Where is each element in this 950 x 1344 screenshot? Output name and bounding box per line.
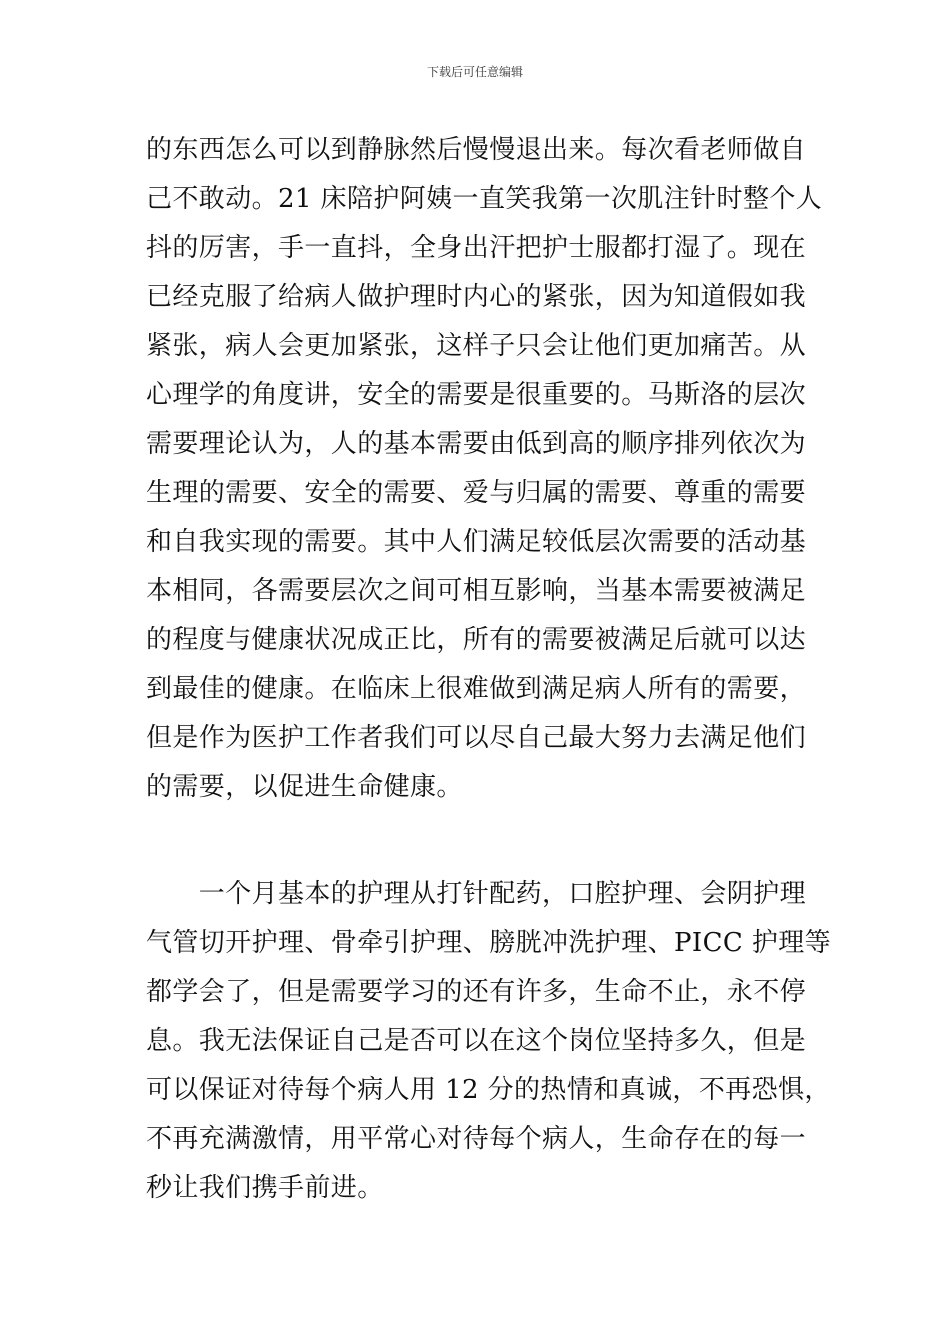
text-line: 都学会了，但是需要学习的还有许多，生命不止，永不停 [146,977,807,1007]
page-header: 下载后可任意编辑 [426,65,523,79]
text-line: 的东西怎么可以到静脉然后慢慢退出来。每次看老师做自 [146,135,807,165]
text-line: 和自我实现的需要。其中人们满足较低层次需要的活动基 [146,527,807,557]
text-line: 不再充满激情，用平常心对待每个病人，生命存在的每一 [146,1124,807,1154]
text-line: 可以保证对待每个病人用 12 分的热情和真诚，不再恐惧， [146,1075,831,1105]
text-line: 已经克服了给病人做护理时内心的紧张，因为知道假如我 [146,282,807,312]
text-line: 抖的厉害，手一直抖，全身出汗把护士服都打湿了。现在 [146,233,807,263]
text-line: 生理的需要、安全的需要、爱与归属的需要、尊重的需要 [146,478,807,508]
text-line: 但是作为医护工作者我们可以尽自己最大努力去满足他们 [146,723,807,753]
text-line: 心理学的角度讲，安全的需要是很重要的。马斯洛的层次 [146,380,807,410]
text-line: 的需要，以促进生命健康。 [146,772,463,802]
text-line: 需要理论认为，人的基本需要由低到高的顺序排列依次为 [146,429,807,459]
text-line: 到最佳的健康。在临床上很难做到满足病人所有的需要， [146,674,807,704]
text-line: 气管切开护理、骨牵引护理、膀胱冲洗护理、PICC 护理等 [146,928,832,958]
text-line: 息。我无法保证自己是否可以在这个岗位坚持多久，但是 [146,1026,807,1056]
text-line: 己不敢动。21 床陪护阿姨一直笑我第一次肌注针时整个人 [146,184,823,214]
text-line: 本相同，各需要层次之间可相互影响，当基本需要被满足 [146,576,807,606]
text-line: 的程度与健康状况成正比，所有的需要被满足后就可以达 [146,625,807,655]
text-line: 秒让我们携手前进。 [146,1173,384,1203]
text-line: 紧张，病人会更加紧张，这样子只会让他们更加痛苦。从 [146,331,807,361]
text-line: 一个月基本的护理从打针配药，口腔护理、会阴护理 [146,879,807,909]
